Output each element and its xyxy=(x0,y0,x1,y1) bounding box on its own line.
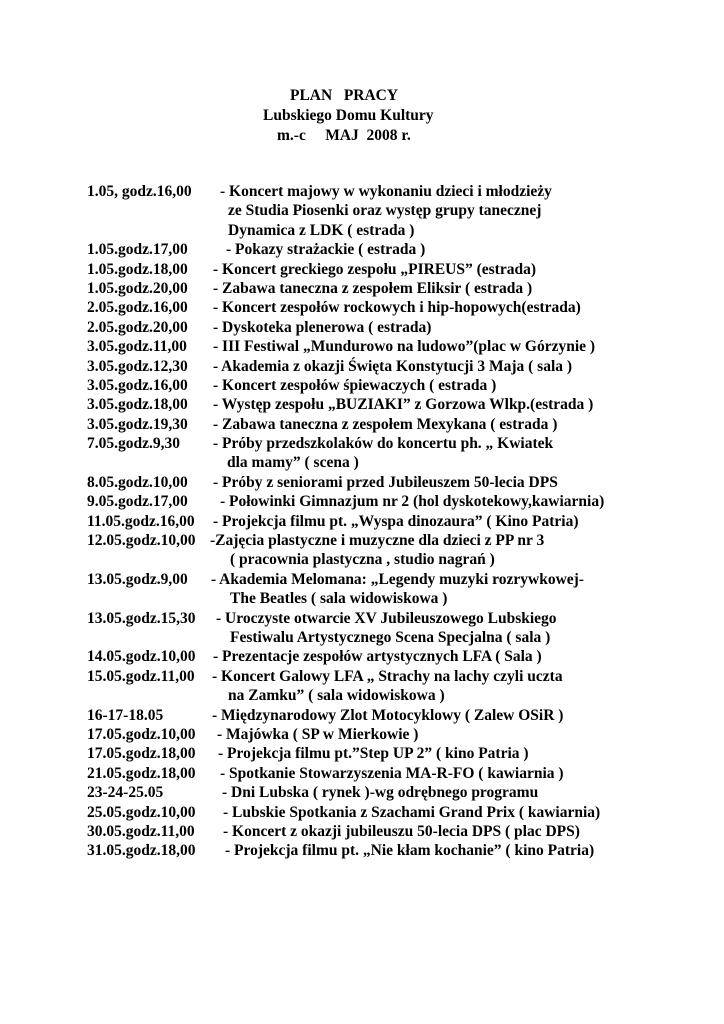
event-schedule xyxy=(87,182,707,861)
event-row xyxy=(87,609,707,628)
document-title: PLAN PRACY xyxy=(290,87,399,104)
event-date: 13.05.godz.15,30 xyxy=(87,609,196,627)
event-description: - Prezentacje zespołów artystycznych LFA ( Sala ) xyxy=(213,648,542,666)
event-date: 3.05.godz.11,00 xyxy=(87,338,187,356)
event-description: ze Studia Piosenki oraz występ grupy tanecznej xyxy=(228,202,542,220)
event-row xyxy=(87,260,707,279)
event-row-continuation xyxy=(87,550,707,569)
event-row xyxy=(87,337,707,356)
event-description: - Próby przedszkolaków do koncertu ph. „ Kwiatek xyxy=(213,435,554,453)
event-date: 3.05.godz.16,00 xyxy=(87,376,188,394)
event-date: 17.05.godz.10,00 xyxy=(87,725,196,743)
event-description: - Koncert Galowy LFA „ Strachy na lachy czyli uczta xyxy=(212,667,563,685)
event-description: - Koncert zespołów śpiewaczych ( estrada ) xyxy=(213,376,497,394)
event-date: 1.05.godz.18,00 xyxy=(87,260,188,278)
event-row-continuation xyxy=(87,221,707,240)
event-description: -Zajęcia plastyczne i muzyczne dla dzieci z PP nr 3 xyxy=(210,532,545,550)
event-row xyxy=(87,706,707,725)
event-row xyxy=(87,298,707,317)
event-description: - Koncert z okazji jubileuszu 50-lecia DPS ( plac DPS) xyxy=(223,822,580,840)
event-description: - Projekcja filmu pt.”Step UP 2” ( kino Patria ) xyxy=(218,745,529,763)
event-row xyxy=(87,279,707,298)
event-date: 13.05.godz.9,00 xyxy=(87,570,188,588)
event-row xyxy=(87,783,707,802)
event-row xyxy=(87,764,707,783)
event-row xyxy=(87,415,707,434)
event-row xyxy=(87,434,707,453)
event-description: na Zamku” ( sala widowiskowa ) xyxy=(228,687,445,705)
event-date: 9.05.godz.17,00 xyxy=(87,493,188,511)
event-row xyxy=(87,473,707,492)
event-description: - Spotkanie Stowarzyszenia MA-R-FO ( kawiarnia ) xyxy=(220,764,564,782)
event-description: - Koncert majowy w wykonaniu dzieci i młodzieży xyxy=(220,183,552,200)
event-description: - Dyskoteka plenerowa ( estrada) xyxy=(213,318,432,336)
event-row xyxy=(87,512,707,531)
event-description: The Beatles ( sala widowiskowa ) xyxy=(230,590,448,608)
event-row-continuation xyxy=(87,453,707,472)
event-row xyxy=(87,725,707,744)
event-date: 8.05.godz.10,00 xyxy=(87,473,188,491)
event-date: 3.05.godz.19,30 xyxy=(87,415,188,433)
event-row xyxy=(87,357,707,376)
event-row xyxy=(87,744,707,763)
event-date: 7.05.godz.9,30 xyxy=(87,435,180,453)
event-row xyxy=(87,240,707,259)
event-row xyxy=(87,318,707,337)
event-row xyxy=(87,667,707,686)
event-description: ( pracownia plastyczna , studio nagrań ) xyxy=(230,551,495,569)
event-date: 2.05.godz.20,00 xyxy=(87,318,188,336)
event-description: - Akademia z okazji Święta Konstytucji 3 Maja ( sala ) xyxy=(213,357,573,375)
event-description: - Lubskie Spotkania z Szachami Grand Prix ( kawiarnia) xyxy=(223,803,601,821)
event-row xyxy=(87,376,707,395)
event-date: 12.05.godz.10,00 xyxy=(87,532,196,550)
event-description: - Pokazy strażackie ( estrada ) xyxy=(226,241,426,259)
event-date: 2.05.godz.16,00 xyxy=(87,299,188,317)
month-heading: m.-c MAJ 2008 r. xyxy=(277,127,411,144)
event-description: Festiwalu Artystycznego Scena Specjalna ( sala ) xyxy=(230,628,551,646)
event-date: 31.05.godz.18,00 xyxy=(87,842,196,860)
event-row xyxy=(87,647,707,666)
event-date: 25.05.godz.10,00 xyxy=(87,803,196,821)
event-description: - Zabawa taneczna z zespołem Mexykana ( estrada ) xyxy=(213,415,558,433)
event-row-continuation xyxy=(87,201,707,220)
event-description: - Koncert greckiego zespołu „PIREUS” (estrada) xyxy=(213,260,537,278)
event-date: 14.05.godz.10,00 xyxy=(87,648,196,666)
event-description: dla mamy” ( scena ) xyxy=(227,454,359,472)
event-row xyxy=(87,841,707,860)
event-description: - Majówka ( SP w Mierkowie ) xyxy=(217,725,419,743)
event-row-continuation xyxy=(87,628,707,647)
event-date: 15.05.godz.11,00 xyxy=(87,667,195,685)
event-description: Dynamica z LDK ( estrada ) xyxy=(228,221,415,239)
event-description: - Projekcja filmu pt. „Nie kłam kochanie” ( kino Patria) xyxy=(225,842,595,860)
event-row xyxy=(87,395,707,414)
event-date: 3.05.godz.18,00 xyxy=(87,396,188,414)
event-date: 17.05.godz.18,00 xyxy=(87,745,196,763)
event-date: 1.05, godz.16,00 xyxy=(87,183,192,200)
event-description: - Uroczyste otwarcie XV Jubileuszowego Lubskiego xyxy=(216,609,557,627)
event-description: - Międzynarodowy Zlot Motocyklowy ( Zalew OSiR ) xyxy=(212,706,564,724)
event-description: - Próby z seniorami przed Jubileuszem 50-lecia DPS xyxy=(213,473,558,491)
event-description: - Dni Lubska ( rynek )-wg odrębnego programu xyxy=(222,784,539,802)
event-date: 3.05.godz.12,30 xyxy=(87,357,188,375)
event-date: 11.05.godz.16,00 xyxy=(87,512,195,530)
event-row xyxy=(87,182,707,201)
event-date: 1.05.godz.20,00 xyxy=(87,279,188,297)
institution-name: Lubskiego Domu Kultury xyxy=(263,107,434,124)
event-row xyxy=(87,531,707,550)
event-description: - Akademia Melomana: „Legendy muzyki rozrywkowej- xyxy=(211,570,584,588)
event-description: - Projekcja filmu pt. „Wyspa dinozaura” ( Kino Patria) xyxy=(213,512,579,530)
event-description: - III Festiwal „Mundurowo na ludowo”(plac w Górzynie ) xyxy=(213,338,596,356)
event-date: 30.05.godz.11,00 xyxy=(87,822,195,840)
event-row xyxy=(87,822,707,841)
event-date: 1.05.godz.17,00 xyxy=(87,241,188,259)
event-date: 16-17-18.05 xyxy=(87,706,164,724)
event-description: - Połowinki Gimnazjum nr 2 (hol dyskotekowy,kawiarnia) xyxy=(220,493,605,511)
event-row-continuation xyxy=(87,686,707,705)
event-row xyxy=(87,570,707,589)
event-description: - Zabawa taneczna z zespołem Eliksir ( estrada ) xyxy=(213,279,533,297)
event-description: - Koncert zespołów rockowych i hip-hopowych(estrada) xyxy=(213,299,581,317)
event-row xyxy=(87,803,707,822)
event-row-continuation xyxy=(87,589,707,608)
event-description: - Występ zespołu „BUZIAKI” z Gorzowa Wlkp.(estrada ) xyxy=(213,396,594,414)
event-date: 21.05.godz.18,00 xyxy=(87,764,196,782)
event-date: 23-24-25.05 xyxy=(87,784,164,802)
event-row xyxy=(87,492,707,511)
